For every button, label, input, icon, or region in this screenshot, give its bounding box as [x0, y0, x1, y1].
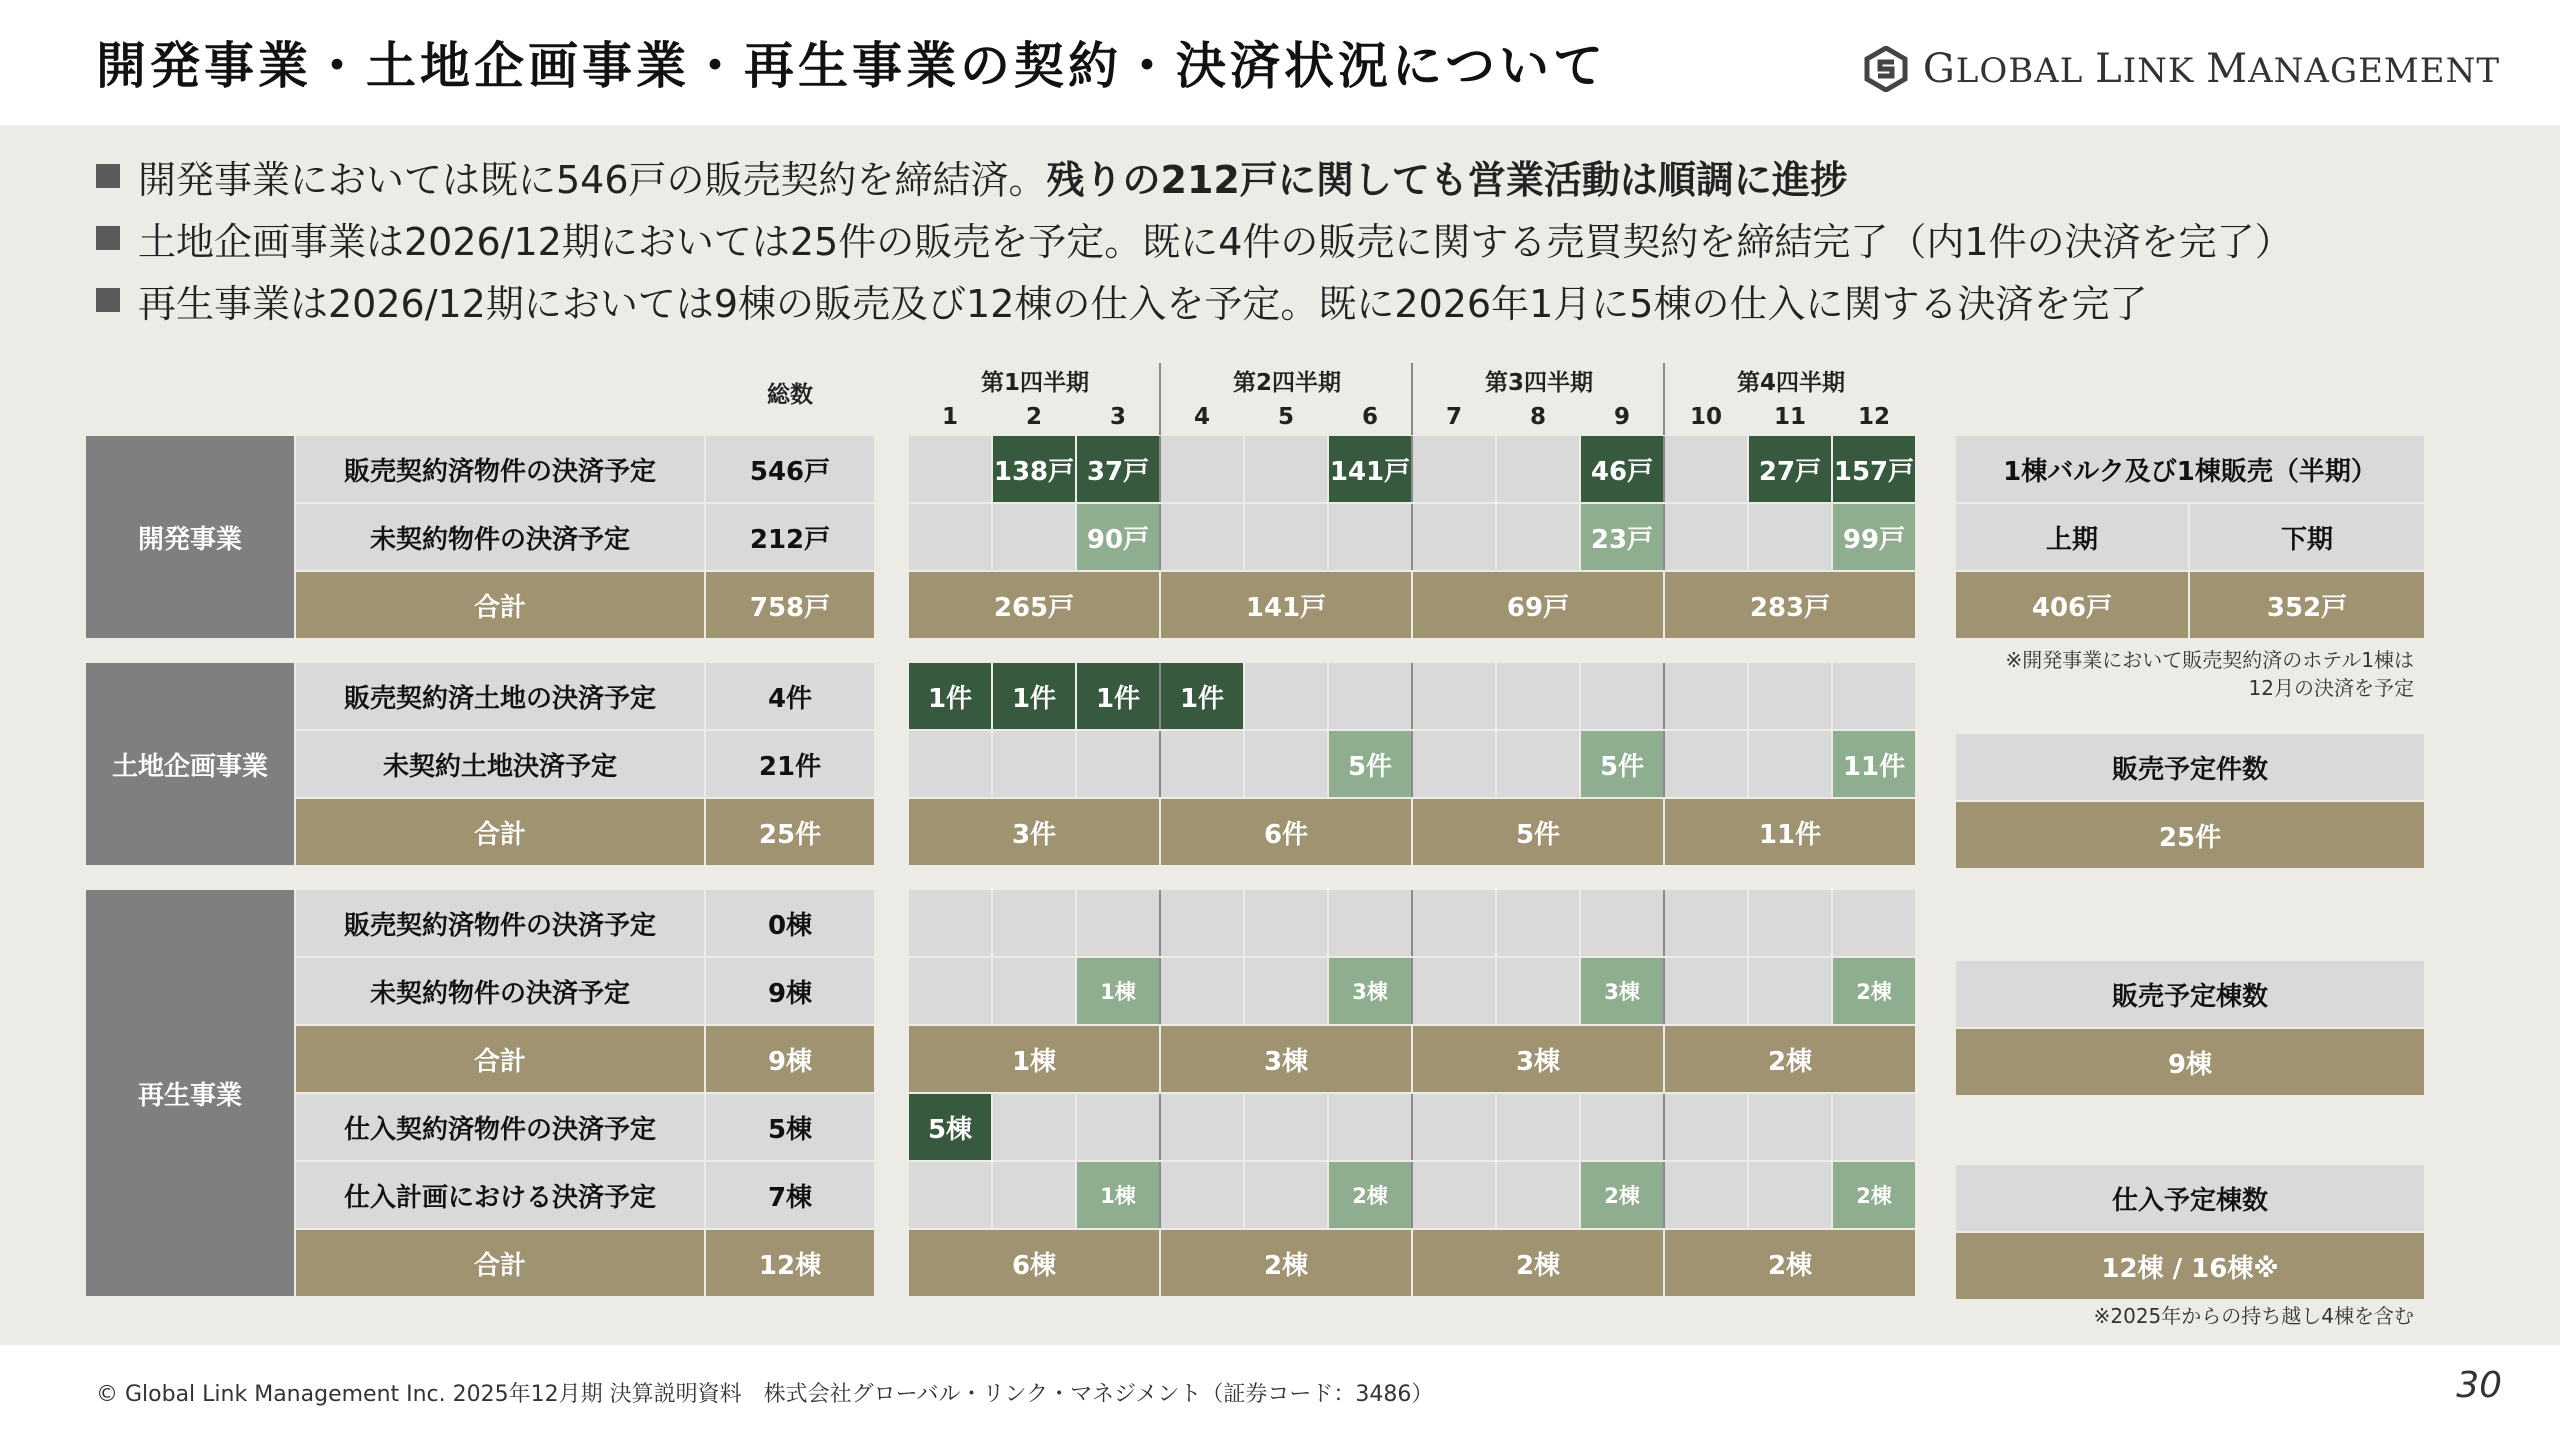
total-column-header: 総数: [767, 381, 813, 408]
quarter-divider: [1159, 890, 1161, 956]
month-cell: 23戸: [1581, 504, 1663, 570]
month-cell: [1245, 504, 1327, 570]
row-label: 仕入計画における決済予定: [296, 1162, 704, 1228]
month-cell: [1581, 1094, 1663, 1160]
regen-sales-value: 9棟: [1956, 1029, 2424, 1095]
row-label: 合計: [296, 799, 704, 865]
hotel-note-text: ※開発事業において販売契約済のホテル1棟は 12月の決済を予定: [2005, 648, 2414, 700]
month-cell: [1161, 890, 1243, 956]
row-total: 25件: [706, 799, 874, 865]
month-cell: [909, 436, 991, 502]
quarter-divider: [1663, 731, 1665, 797]
row-label: 合計: [296, 572, 704, 638]
page-number: 30: [2456, 1365, 2502, 1406]
quarter-total-cell: 141戸: [1161, 572, 1411, 638]
bullet-text: 土地企画事業は2026/12期においては25件の販売を予定。既に4件の販売に関する売買契約を締結完了（内1件の決済を完了）: [138, 219, 2293, 264]
main-content: [0, 125, 2560, 1345]
quarter-total-cell: 2棟: [1665, 1026, 1915, 1092]
month-cell: [1749, 890, 1831, 956]
quarter-total-cell: 5件: [1413, 799, 1663, 865]
month-cell: [1665, 663, 1747, 729]
quarter-divider: [1663, 1162, 1665, 1228]
row-total: 9棟: [706, 1026, 874, 1092]
row-total: 7棟: [706, 1162, 874, 1228]
month-cell: [1413, 890, 1495, 956]
month-cell: 2棟: [1329, 1162, 1411, 1228]
row-total: 4件: [706, 663, 874, 729]
row-label: 販売契約済物件の決済予定: [296, 436, 704, 502]
row-label: 仕入契約済物件の決済予定: [296, 1094, 704, 1160]
row-label: 販売契約済物件の決済予定: [296, 890, 704, 956]
row-label: 未契約物件の決済予定: [296, 504, 704, 570]
first-half-label: 上期: [1956, 504, 2188, 570]
row-total: 758戸: [706, 572, 874, 638]
bullet-text: 開発事業においては既に546戸の販売契約を締結済。: [138, 157, 1047, 202]
quarter-total-cell: 2棟: [1161, 1230, 1411, 1296]
month-cell: [1077, 890, 1159, 956]
month-cell: [993, 1094, 1075, 1160]
month-cell: [1161, 436, 1243, 502]
month-cell: [1413, 436, 1495, 502]
land-sales-value: 25件: [1956, 802, 2424, 868]
quarter-total-cell: 2棟: [1665, 1230, 1915, 1296]
month-cell: 2棟: [1833, 1162, 1915, 1228]
hotel-note: [2006, 646, 2414, 702]
month-cell: [1161, 731, 1243, 797]
month-cell: [909, 1162, 991, 1228]
month-cell: 1棟: [1077, 958, 1159, 1024]
quarter-divider: [1159, 958, 1161, 1024]
quarter-divider: [1411, 436, 1413, 502]
month-cell: [1833, 890, 1915, 956]
row-total: 5棟: [706, 1094, 874, 1160]
month-cell: [1413, 1162, 1495, 1228]
quarter-divider: [1663, 958, 1665, 1024]
month-header: 6: [1361, 404, 1378, 430]
quarter-total-cell: 265戸: [909, 572, 1159, 638]
row-label: 合計: [296, 1230, 704, 1296]
month-cell: [1245, 436, 1327, 502]
month-cell: 90戸: [1077, 504, 1159, 570]
month-cell: 1件: [1077, 663, 1159, 729]
month-cell: 2棟: [1833, 958, 1915, 1024]
month-cell: 27戸: [1749, 436, 1831, 502]
quarter-divider: [1411, 731, 1413, 797]
month-cell: 5件: [1581, 731, 1663, 797]
month-cell: [1665, 1162, 1747, 1228]
month-header: 4: [1193, 404, 1210, 430]
month-header: 10: [1689, 404, 1722, 430]
quarter-divider: [1159, 436, 1161, 502]
quarter-divider: [1663, 890, 1665, 956]
month-header: 9: [1613, 404, 1630, 430]
quarter-total-cell: 6棟: [909, 1230, 1159, 1296]
month-cell: 2棟: [1581, 1162, 1663, 1228]
quarter-divider: [1411, 363, 1413, 435]
month-cell: [993, 958, 1075, 1024]
land-sales-title: 販売予定件数: [1956, 734, 2424, 800]
month-cell: [1497, 1094, 1579, 1160]
month-cell: [909, 890, 991, 956]
logo-text: GLOBAL LINK MANAGEMENT: [1922, 46, 2500, 92]
month-cell: [993, 504, 1075, 570]
quarter-header: 第1四半期: [980, 369, 1089, 396]
square-bullet-icon: [96, 164, 120, 188]
company-logo: [1863, 46, 2500, 92]
footer-copyright: © Global Link Management Inc. 2025年12月期 決算説明資料 株式会社グローバル・リンク・マネジメント（証券コード：3486）: [96, 1382, 1434, 1407]
month-header: 3: [1109, 404, 1126, 430]
month-cell: [1749, 663, 1831, 729]
month-cell: [1413, 958, 1495, 1024]
row-total: 0棟: [706, 890, 874, 956]
quarter-divider: [1663, 363, 1665, 435]
month-header: 5: [1277, 404, 1294, 430]
row-label: 未契約土地決済予定: [296, 731, 704, 797]
month-cell: 5件: [1329, 731, 1411, 797]
month-cell: [1329, 1094, 1411, 1160]
month-cell: [993, 1162, 1075, 1228]
month-cell: [1161, 504, 1243, 570]
month-cell: 1棟: [1077, 1162, 1159, 1228]
month-cell: [993, 731, 1075, 797]
month-cell: 157戸: [1833, 436, 1915, 502]
month-cell: 46戸: [1581, 436, 1663, 502]
quarter-header: 第3四半期: [1484, 369, 1593, 396]
month-cell: [1245, 958, 1327, 1024]
regen-purchase-title: 仕入予定棟数: [1956, 1165, 2424, 1231]
second-half-value: 352戸: [2190, 572, 2424, 638]
month-cell: [1749, 1162, 1831, 1228]
month-cell: [1329, 663, 1411, 729]
month-cell: [1497, 504, 1579, 570]
month-cell: [909, 958, 991, 1024]
month-cell: [1497, 958, 1579, 1024]
regen-sales-title: 販売予定棟数: [1956, 961, 2424, 1027]
quarter-total-cell: 2棟: [1413, 1230, 1663, 1296]
quarter-total-cell: 283戸: [1665, 572, 1915, 638]
month-cell: [1833, 663, 1915, 729]
quarter-total-cell: 1棟: [909, 1026, 1159, 1092]
month-cell: [1245, 1162, 1327, 1228]
bullet-item: [96, 269, 2293, 331]
month-cell: 1件: [1161, 663, 1243, 729]
header: [0, 0, 2560, 125]
quarter-divider: [1411, 958, 1413, 1024]
month-cell: [1749, 731, 1831, 797]
quarter-divider: [1159, 363, 1161, 435]
summary-bullets: [96, 145, 2293, 331]
month-header: 7: [1445, 404, 1462, 430]
quarter-divider: [1663, 436, 1665, 502]
month-cell: [1665, 731, 1747, 797]
bullet-emphasis: 残りの212戸に関しても営業活動は順調に進捗: [1046, 157, 1848, 202]
page-title: 開発事業・土地企画事業・再生事業の契約・決済状況について: [96, 37, 1607, 95]
logo-mark-icon: [1863, 46, 1909, 92]
month-cell: [1497, 890, 1579, 956]
quarter-divider: [1159, 731, 1161, 797]
quarter-divider: [1663, 1094, 1665, 1160]
month-cell: [1077, 1094, 1159, 1160]
bulk-sales-title: 1棟バルク及び1棟販売（半期）: [1956, 436, 2424, 502]
first-half-value: 406戸: [1956, 572, 2188, 638]
quarter-divider: [1663, 504, 1665, 570]
month-header: 1: [941, 404, 958, 430]
month-cell: 141戸: [1329, 436, 1411, 502]
section-label: 再生事業: [86, 890, 294, 1296]
quarter-divider: [1663, 663, 1665, 729]
footer: [0, 1345, 2560, 1440]
bullet-item: [96, 207, 2293, 269]
month-cell: 1件: [993, 663, 1075, 729]
month-cell: 3棟: [1329, 958, 1411, 1024]
row-total: 212戸: [706, 504, 874, 570]
quarter-divider: [1411, 1094, 1413, 1160]
month-cell: [1749, 504, 1831, 570]
row-label: 販売契約済土地の決済予定: [296, 663, 704, 729]
month-cell: [1833, 1094, 1915, 1160]
month-cell: [1749, 1094, 1831, 1160]
quarter-total-cell: 11件: [1665, 799, 1915, 865]
month-cell: [1161, 1094, 1243, 1160]
month-cell: [1413, 1094, 1495, 1160]
row-total: 546戸: [706, 436, 874, 502]
month-cell: [1497, 436, 1579, 502]
month-header: 11: [1773, 404, 1806, 430]
month-cell: [1329, 890, 1411, 956]
month-cell: [1245, 890, 1327, 956]
quarter-divider: [1159, 504, 1161, 570]
month-cell: [1665, 504, 1747, 570]
quarter-total-cell: 6件: [1161, 799, 1411, 865]
square-bullet-icon: [96, 226, 120, 250]
quarter-divider: [1159, 1094, 1161, 1160]
row-total: 9棟: [706, 958, 874, 1024]
section-label: 開発事業: [86, 436, 294, 638]
month-cell: [1665, 958, 1747, 1024]
bullet-item: [96, 145, 2293, 207]
square-bullet-icon: [96, 288, 120, 312]
quarter-header: 第4四半期: [1736, 369, 1845, 396]
month-header: 2: [1025, 404, 1042, 430]
month-cell: [1413, 731, 1495, 797]
month-cell: [1161, 958, 1243, 1024]
month-cell: [1497, 663, 1579, 729]
month-header: 8: [1529, 404, 1546, 430]
quarter-divider: [1411, 1162, 1413, 1228]
month-cell: 5棟: [909, 1094, 991, 1160]
second-half-label: 下期: [2190, 504, 2424, 570]
month-cell: [909, 731, 991, 797]
month-cell: 138戸: [993, 436, 1075, 502]
month-cell: 1件: [909, 663, 991, 729]
row-label: 未契約物件の決済予定: [296, 958, 704, 1024]
month-cell: 99戸: [1833, 504, 1915, 570]
month-cell: [1245, 1094, 1327, 1160]
month-cell: [1581, 890, 1663, 956]
month-cell: [1077, 731, 1159, 797]
row-total: 21件: [706, 731, 874, 797]
month-cell: 3棟: [1581, 958, 1663, 1024]
month-cell: [1665, 436, 1747, 502]
carry-over-note: ※2025年からの持ち越し4棟を含む: [2093, 1304, 2414, 1328]
month-cell: [1245, 731, 1327, 797]
month-cell: [1749, 958, 1831, 1024]
month-cell: 11件: [1833, 731, 1915, 797]
regen-purchase-value: 12棟 / 16棟※: [1956, 1233, 2424, 1299]
month-cell: [1413, 663, 1495, 729]
month-cell: [1581, 663, 1663, 729]
quarter-total-cell: 3棟: [1161, 1026, 1411, 1092]
quarter-total-cell: 69戸: [1413, 572, 1663, 638]
quarter-divider: [1411, 890, 1413, 956]
section-label: 土地企画事業: [86, 663, 294, 865]
month-cell: [1497, 1162, 1579, 1228]
quarter-divider: [1159, 663, 1161, 729]
quarter-header: 第2四半期: [1232, 369, 1341, 396]
row-label: 合計: [296, 1026, 704, 1092]
month-cell: [1329, 504, 1411, 570]
month-cell: [1161, 1162, 1243, 1228]
quarter-divider: [1411, 663, 1413, 729]
month-cell: 37戸: [1077, 436, 1159, 502]
month-header: 12: [1857, 404, 1890, 430]
row-total: 12棟: [706, 1230, 874, 1296]
quarter-divider: [1411, 504, 1413, 570]
quarter-total-cell: 3棟: [1413, 1026, 1663, 1092]
month-cell: [909, 504, 991, 570]
month-cell: [1497, 731, 1579, 797]
month-cell: [993, 890, 1075, 956]
quarter-divider: [1159, 1162, 1161, 1228]
month-cell: [1413, 504, 1495, 570]
month-cell: [1665, 890, 1747, 956]
quarter-total-cell: 3件: [909, 799, 1159, 865]
month-cell: [1665, 1094, 1747, 1160]
month-cell: [1245, 663, 1327, 729]
bullet-text: 再生事業は2026/12期においては9棟の販売及び12棟の仕入を予定。既に2026年1月に5棟の仕入に関する決済を完了: [138, 281, 2148, 326]
